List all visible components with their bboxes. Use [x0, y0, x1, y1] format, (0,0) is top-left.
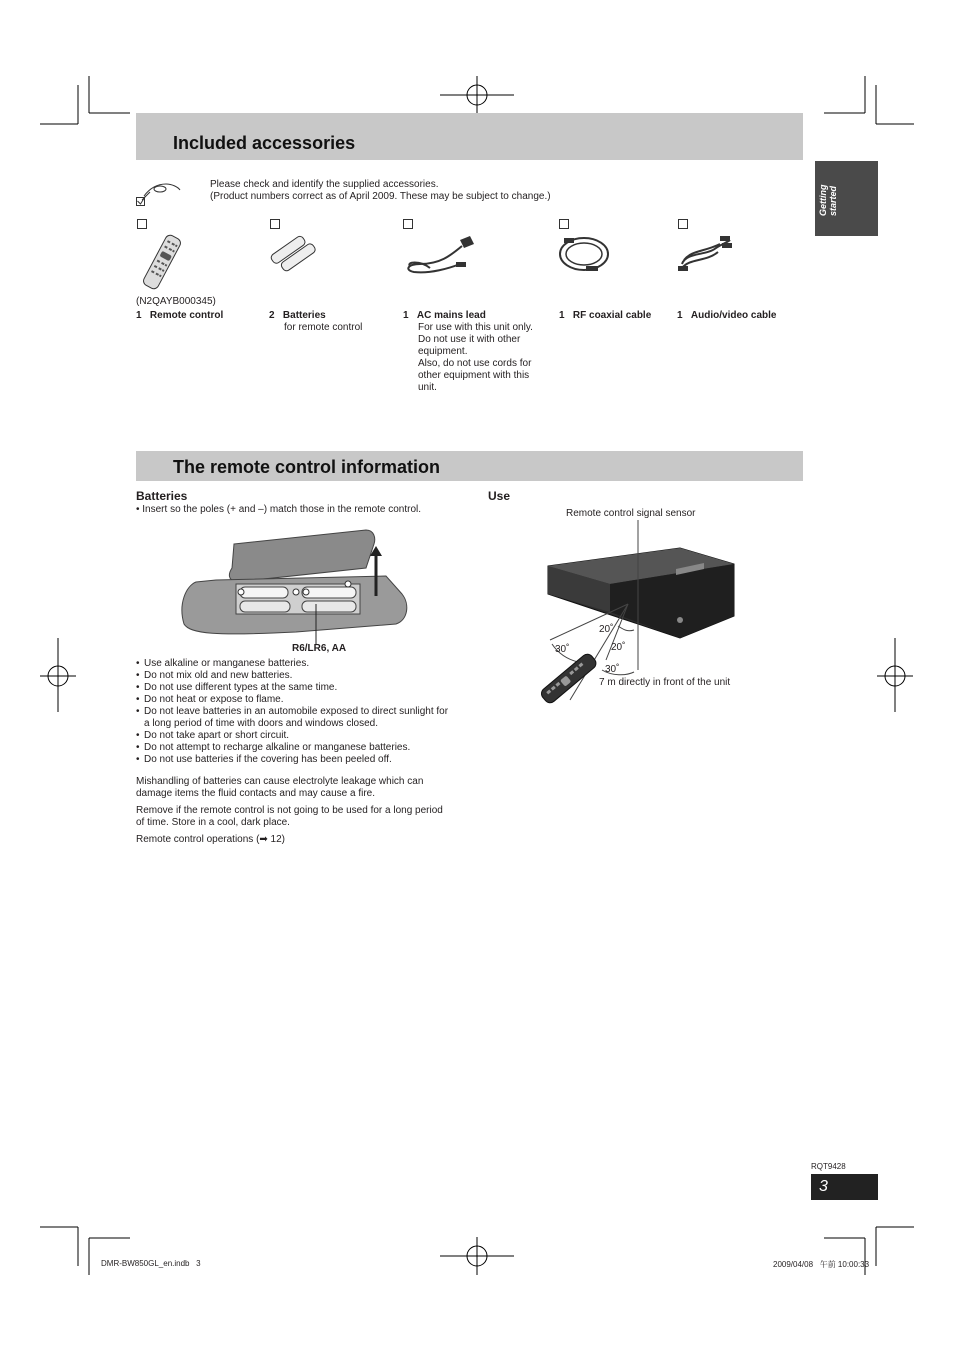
timestamp: 2009/04/08 午前 10:00:33 — [773, 1260, 870, 1269]
accessory-item-av-cable: 1 Audio/video cable — [677, 310, 777, 321]
audio-video-cable-image — [676, 234, 734, 276]
batteries-image — [266, 234, 322, 272]
section-tab-label: Getting started — [818, 184, 838, 216]
accessory-item-remote: 1 Remote control — [136, 310, 224, 321]
warning-item: • Do not leave batteries in an automobile exposed to direct sunlight for a long period of time with doors and windows closed. — [136, 706, 454, 730]
accessories-heading-band — [136, 113, 803, 160]
warning-item: • Use alkaline or manganese batteries. — [136, 658, 454, 670]
battery-type-label: R6/LR6, AA — [292, 643, 347, 654]
checkbox-rf-cable[interactable] — [559, 219, 569, 229]
rf-coaxial-cable-image — [556, 234, 614, 278]
remote-use-diagram — [530, 520, 750, 720]
accessories-intro-1: Please check and identify the supplied accessories. — [210, 179, 439, 190]
warning-item: • Do not take apart or short circuit. — [136, 730, 454, 742]
checkbox-av-cable[interactable] — [678, 219, 688, 229]
checkbox-ac-lead[interactable] — [403, 219, 413, 229]
section-tab — [815, 161, 878, 236]
page-number-box — [811, 1174, 878, 1200]
document-code: RQT9428 — [811, 1162, 846, 1171]
warning-item: • Do not use different types at the same time. — [136, 682, 454, 694]
file-name: DMR-BW850GL_en.indb 3 — [101, 1259, 201, 1268]
ac-lead-desc: For use with this unit only. Do not use it with other equipment. Also, do not use cords for other equipment with this unit. — [418, 322, 533, 393]
ac-mains-lead-image — [400, 234, 478, 276]
accessory-item-rf-cable: 1 RF coaxial cable — [559, 310, 652, 321]
accessory-item-ac-lead: 1 AC mains lead — [403, 310, 486, 321]
accessories-intro-2: (Product numbers correct as of April 2009. These may be subject to change.) — [210, 191, 551, 202]
batteries-desc: for remote control — [284, 322, 363, 333]
warning-item: • Do not attempt to recharge alkaline or manganese batteries. — [136, 742, 454, 754]
check-hand-icon — [136, 178, 182, 208]
remote-info-heading: The remote control information — [173, 457, 441, 477]
warning-item: • Do not use batteries if the covering has been peeled off. — [136, 754, 454, 766]
mishandling-paragraph: Mishandling of batteries can cause electrolyte leakage which can damage items the fluid contacts and may cause a fire. — [136, 776, 424, 799]
page-number: 3 — [819, 1178, 828, 1195]
use-title: Use — [488, 489, 511, 503]
accessories-heading: Included accessories — [173, 133, 356, 153]
angle-label-30-left: 30˚ — [555, 644, 570, 655]
sensor-label: Remote control signal sensor — [566, 508, 696, 519]
checkbox-remote[interactable] — [137, 219, 147, 229]
warning-item: • Do not mix old and new batteries. — [136, 670, 454, 682]
angle-label-30-bottom: 30˚ — [605, 664, 620, 675]
insert-note: • Insert so the poles (+ and –) match those in the remote control. — [136, 504, 422, 515]
warning-item: • Do not heat or expose to flame. — [136, 694, 454, 706]
battery-warnings — [136, 658, 454, 766]
remote-model-number: (N2QAYB000345) — [136, 296, 216, 307]
angle-label-20-top: 20˚ — [599, 624, 614, 635]
remote-info-heading-band — [136, 451, 803, 481]
checkbox-batteries[interactable] — [270, 219, 280, 229]
remote-control-image — [136, 234, 188, 290]
operations-reference: Remote control operations (➡ 12) — [136, 834, 286, 845]
accessory-item-batteries: 2 Batteries — [269, 310, 326, 321]
removal-paragraph: Remove if the remote control is not going to be used for a long period of time. Store in a cool, dark place. — [136, 805, 443, 828]
distance-label: 7 m directly in front of the unit — [599, 677, 731, 688]
battery-insertion-illustration — [176, 524, 412, 648]
angle-label-20-bottom: 20˚ — [611, 642, 626, 653]
batteries-title: Batteries — [136, 489, 188, 503]
